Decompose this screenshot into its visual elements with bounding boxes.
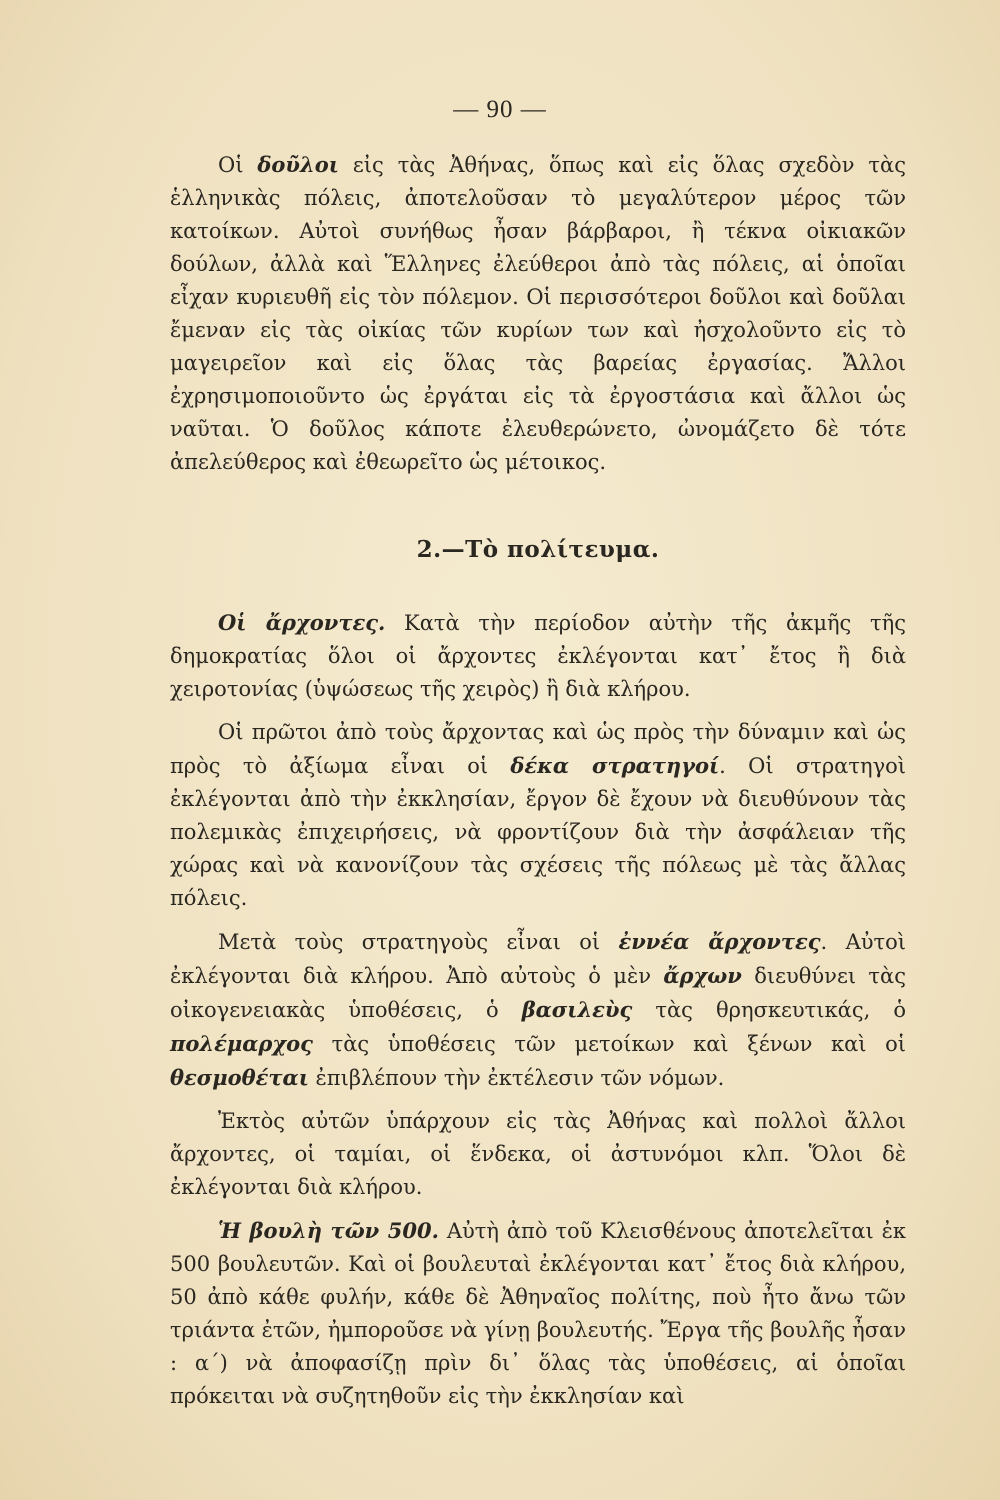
text: Κατὰ τὴν περίοδον αὐτὴν τῆς ἀκμῆς τῆς δημοκρατίας ὅλοι οἱ ἄρχοντες ἐκλέγονται κατ᾽ ἔτος ἢ διὰ χειροτονίας (ὑψώσεως τῆς χειρὸς) ἢ διὰ κλήρου. [170,611,906,701]
page-body [170,148,906,1413]
paragraph-nine-archons [170,925,906,1095]
term-nine-archons: ἐννέα ἄρχοντες [618,929,821,954]
text: Μετὰ τοὺς στρατηγοὺς εἶναι οἱ [218,930,619,954]
text: ἐπιβλέπουν τὴν ἐκτέλεσιν τῶν νόμων. [308,1066,725,1090]
term-polemarch: πολέμαρχος [170,1031,313,1056]
section-title: 2.—Τὸ πολίτευμα. [416,536,660,563]
term-ten-generals: δέκα στρατηγοί [510,753,720,778]
text: . Οἱ στρατηγοὶ ἐκλέγονται ἀπὸ τὴν ἐκκλησίαν, ἔργον δὲ ἔχουν νὰ διευθύνουν τὰς πολεμικὰς ἐπιχειρήσεις, νὰ φροντίζουν διὰ τὴν ἀσφάλειαν τῆς χώρας καὶ νὰ κανονίζουν τὰς σχέσεις τῆς πόλεως μὲ τὰς ἄλλας πόλεις. [170,754,906,910]
term-thesmothetai: θεσμοθέται [170,1065,309,1090]
text: διευθύνει τὰς οἰκογενειακὰς ὑποθέσεις, ὁ [170,964,906,1022]
text: Οἱ [218,153,258,177]
paragraph-other-officials [170,1105,906,1204]
paragraph-generals [170,716,906,915]
term-slaves: δοῦλοι [257,152,339,177]
paragraph-archons [170,606,906,706]
text: εἰς τὰς Ἀθήνας, ὅπως καὶ εἰς ὅλας σχεδὸν τὰς ἑλληνικὰς πόλεις, ἀποτελοῦσαν τὸ μεγαλύτερον μέρος τῶν κατοίκων. Αὐτοὶ συνήθως ἦσαν βάρβαροι, ἢ τέκνα οἰκιακῶν δούλων, ἀλλὰ καὶ Ἕλληνες ἐλεύθεροι ἀπὸ τὰς πόλεις, αἱ ὁποῖαι εἶχαν κυριευθῆ εἰς τὸν πόλεμον. Οἱ περισσότεροι δοῦλοι καὶ δοῦλαι ἔμεναν εἰς τὰς οἰκίας τῶν κυρίων των καὶ ἠσχολοῦντο εἰς τὸ μαγειρεῖον καὶ εἰς ὅλας τὰς βαρείας ἐργασίας. Ἄλλοι ἐχρησιμοποιοῦντο ὡς ἐργάται εἰς τὰ ἐργοστάσια καὶ ἄλλοι ὡς ναῦται. Ὁ δοῦλος κάποτε ἐλευθερώνετο, ὠνομάζετο δὲ τότε ἀπελεύθερος καὶ ἐθεωρεῖτο ὡς μέτοικος. [170,153,906,474]
text: . Αὐτοὶ ἐκλέγονται διὰ κλήρου. Ἀπὸ αὐτοὺς ὁ μὲν [170,930,907,988]
paragraph-boule [170,1214,906,1413]
text: Ἐκτὸς αὐτῶν ὑπάρχουν εἰς τὰς Ἀθήνας καὶ πολλοὶ ἄλλοι ἄρχοντες, οἱ ταμίαι, οἱ ἕνδεκα, οἱ ἀστυνόμοι κλπ. Ὅλοι δὲ ἐκλέγονται διὰ κλήρου. [170,1109,906,1199]
paragraph-slaves [170,148,906,479]
text: Οἱ πρῶτοι ἀπὸ τοὺς ἄρχοντας καὶ ὡς πρὸς τὴν δύναμιν καὶ ὡς πρὸς τὸ ἀξίωμα εἶναι οἱ [170,720,906,778]
text: τὰς ὑποθέσεις τῶν μετοίκων καὶ ξένων καὶ οἱ [312,1032,906,1056]
page-number: — 90 — [453,96,547,123]
term-archon: ἄρχων [663,963,742,988]
lead-archons: Οἱ ἄρχοντες. [218,610,386,635]
lead-boule: Ἡ βουλὴ τῶν 500. [218,1218,439,1243]
text: τὰς θρησκευτικάς, ὁ [632,998,906,1022]
text: Αὐτὴ ἀπὸ τοῦ Κλεισθένους ἀποτελεῖται ἐκ 500 βουλευτῶν. Καὶ οἱ βουλευταὶ ἐκλέγονται κατ᾽ ἔτος διὰ κλήρου, 50 ἀπὸ κάθε φυλήν, κάθε δὲ Ἀθηναῖος πολίτης, ποὺ ἦτο ἄνω τῶν τριάντα ἐτῶν, ἠμποροῦσε νὰ γίνῃ βουλευτής. Ἔργα τῆς βουλῆς ἦσαν : α΄) νὰ ἀποφασίζῃ πρὶν δι᾽ ὅλας τὰς ὑποθέσεις, αἱ ὁποῖαι πρόκειται νὰ συζητηθοῦν εἰς τὴν ἐκκλησίαν καὶ [170,1219,906,1408]
term-basileus: βασιλεὺς [521,997,633,1022]
